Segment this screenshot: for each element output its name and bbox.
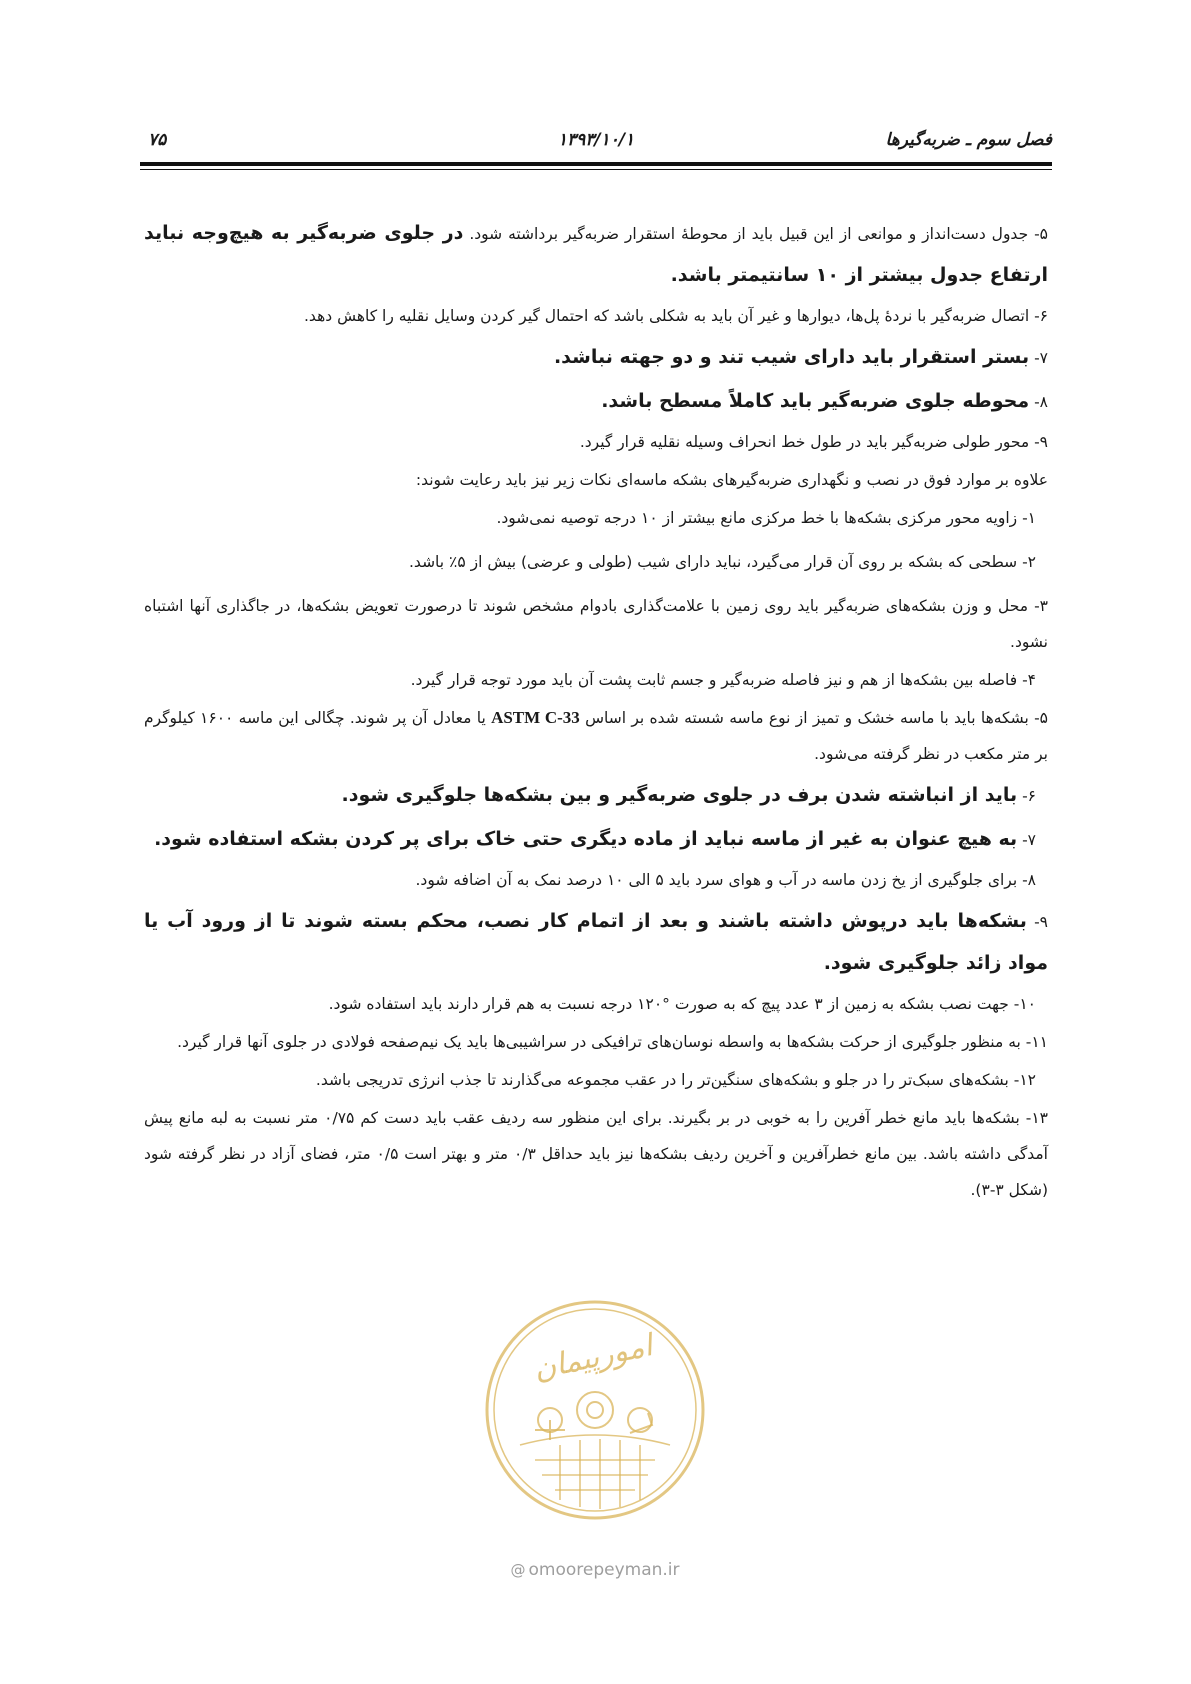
astm-standard: ASTM C-33 <box>491 708 580 727</box>
paragraph-barrel-3: ۳- محل و وزن بشکه‌های ضربه‌گیر باید روی زمین با علامت‌گذاری بادوام مشخص شوند تا درصورت تعویض بشکه‌ها، در جاگذاری آنها اشتباه نشود. <box>144 597 1048 651</box>
paragraph-item-9-axis: ۹- محور طولی ضربه‌گیر باید در طول خط انحراف وسیله نقلیه قرار گیرد. <box>579 433 1048 451</box>
paragraph-text: ۶- <box>1017 787 1036 805</box>
seal-text: امورپیمان <box>530 1328 656 1388</box>
paragraph-text: یا معادل آن پر شوند. چگالی این ماسه ۱۶۰۰ کیلوگرم بر متر مکعب در نظر گرفته می‌شود. <box>144 709 1048 763</box>
paragraph-barrel-12: ۱۲- بشکه‌های سبک‌تر را در جلو و بشکه‌های سنگین‌تر را در عقب مجموعه می‌گذارند تا جذب انرژی تدریجی باشد. <box>315 1071 1036 1089</box>
chapter-title: فصل سوم ـ ضربه‌گیرها <box>885 130 1052 150</box>
paragraph-barrel-9 <box>144 900 1048 984</box>
paragraph-bold-text: بشکه‌ها باید درپوش داشته باشند و بعد از اتمام کار نصب، محکم بسته شوند تا از ورود آب یا مواد زائد جلوگیری شود. <box>144 910 1048 974</box>
header-rule-thin <box>140 169 1052 170</box>
paragraph-text: ۹- <box>1026 913 1048 931</box>
paragraph-barrel-8: ۸- برای جلوگیری از یخ زدن ماسه در آب و هوای سرد باید ۵ الی ۱۰ درصد نمک به آن اضافه شود. <box>415 871 1036 889</box>
header-date: ۱۳۹۳/۱۰/۱ <box>557 130 635 150</box>
header-rule-thick <box>140 162 1052 166</box>
paragraph-text: ۸- <box>1029 393 1048 411</box>
paragraph-item-5-curb <box>144 212 1048 296</box>
body-text <box>144 212 1048 1210</box>
paragraph-barrel-10: ۱۰- جهت نصب بشکه به زمین از ۳ عدد پیچ که به صورت °۱۲۰ درجه نسبت به هم قرار دارند باید استفاده شود. <box>328 995 1036 1013</box>
paragraph-barrel-2: ۲- سطحی که بشکه بر روی آن قرار می‌گیرد، نباید دارای شیب (طولی و عرضی) بیش از ۵٪ باشد. <box>409 553 1036 571</box>
paragraph-bold-text: به هیچ عنوان به غیر از ماسه نباید از ماده دیگری حتی خاک برای پر کردن بشکه استفاده شود. <box>154 828 1018 850</box>
paragraph-text: ۵- بشکه‌ها باید با ماسه خشک و تمیز از نوع ماسه شسته شده بر اساس <box>579 709 1048 727</box>
page-number: ۷۵ <box>148 130 167 150</box>
paragraph-bold-text: باید از انباشته شدن برف در جلوی ضربه‌گیر و بین بشکه‌ها جلوگیری شود. <box>341 784 1018 806</box>
watermark-seal-icon <box>480 1295 710 1525</box>
page-header <box>140 130 1052 152</box>
at-icon: @ <box>510 1561 526 1579</box>
site-url: omoorepeyman.ir <box>528 1560 680 1580</box>
paragraph-bold-text: بستر استقرار باید دارای شیب تند و دو جهته نباشد. <box>553 346 1030 368</box>
paragraph-bold-text: محوطه جلوی ضربه‌گیر باید کاملاً مسطح باشد. <box>601 390 1030 412</box>
paragraph-item-6-railing: ۶- اتصال ضربه‌گیر با نردهٔ پل‌ها، دیوارها و غیر آن باید به شکلی باشد که احتمال گیر کردن وسایل نقلیه را کاهش دهد. <box>304 307 1048 325</box>
paragraph-text: ۷- <box>1029 349 1048 367</box>
paragraph-text: ۵- جدول دست‌انداز و موانعی از این قبیل باید از محوطهٔ استقرار ضربه‌گیر برداشته شود. <box>463 225 1048 243</box>
paragraph-barrel-6 <box>144 774 1048 816</box>
paragraph-item-8-area <box>144 380 1048 422</box>
paragraph-barrel-11: ۱۱- به منظور جلوگیری از حرکت بشکه‌ها به واسطه نوسان‌های ترافیکی در سراشیبی‌ها باید یک نیم‌صفحه فولادی در جلوی آنها قرار گیرد. <box>177 1033 1048 1051</box>
paragraph-bold-text: در جلوی ضربه‌گیر به هیچ‌وجه نباید ارتفاع جدول بیشتر از ۱۰ سانتیمتر باشد. <box>144 222 1048 286</box>
paragraph-item-7-bed <box>144 336 1048 378</box>
paragraph-barrel-5 <box>144 700 1048 772</box>
paragraph-intro-sand-barrels: علاوه بر موارد فوق در نصب و نگهداری ضربه‌گیرهای بشکه ماسه‌ای نکات زیر نیز باید رعایت شوند: <box>415 471 1048 489</box>
watermark-site <box>470 1560 720 1580</box>
paragraph-barrel-1: ۱- زاویه محور مرکزی بشکه‌ها با خط مرکزی مانع بیشتر از ۱۰ درجه توصیه نمی‌شود. <box>496 509 1036 527</box>
paragraph-barrel-13: ۱۳- بشکه‌ها باید مانع خطر آفرین را به خوبی در بر بگیرند. برای این منظور سه ردیف عقب باید دست کم ۰/۷۵ متر نسبت به لبه مانع پیش آمدگی داشته باشد. بین مانع خطرآفرین و آخرین ردیف بشکه‌ها نیز باید حداقل ۰/۳ متر و بهتر است ۰/۵ متر، فضای آزاد در نظر گرفته شود (شکل ۳-۳). <box>144 1109 1048 1199</box>
paragraph-text: ۷- <box>1017 831 1036 849</box>
paragraph-barrel-4: ۴- فاصله بین بشکه‌ها از هم و نیز فاصله ضربه‌گیر و جسم ثابت پشت آن باید مورد توجه قرار گیرد. <box>410 671 1036 689</box>
paragraph-barrel-7 <box>144 818 1048 860</box>
